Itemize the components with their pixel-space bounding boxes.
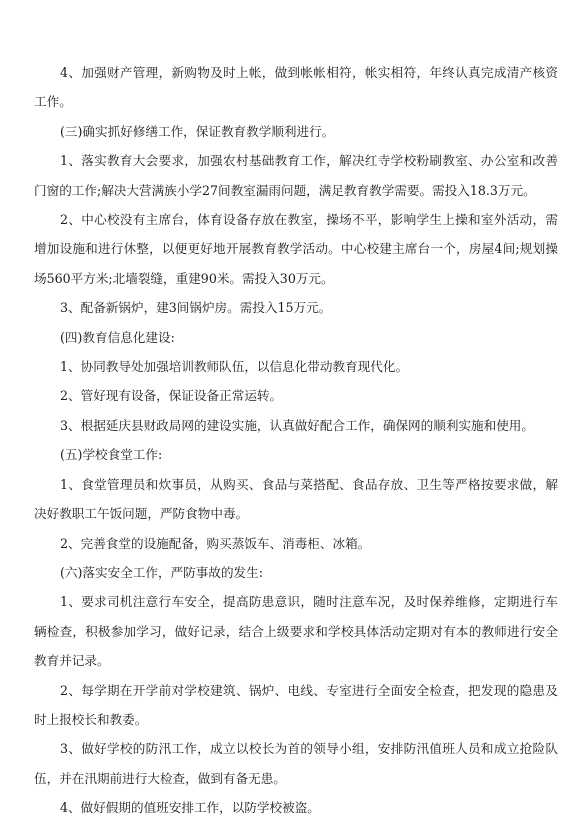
paragraph-safety-item-4: 4、做好假期的值班安排工作，以防学校被盗。	[60, 800, 320, 816]
paragraph-repairs-item-1: 1、落实教育大会要求，加强农村基础教育工作，解决红寺学校粉刷教室、办公室和改善门窗的工作;解决大营满族小学27间教室漏雨问题，满足教育教学需要。需投入18.3万元。	[34, 153, 558, 198]
section-heading-informatization: (四)教育信息化建设:	[60, 329, 175, 345]
section-heading-safety: (六)落实安全工作，严防事故的发生:	[60, 564, 263, 580]
section-heading-canteen: (五)学校食堂工作:	[60, 447, 163, 463]
paragraph-safety-item-1: 1、要求司机注意行车安全，提高防患意识，随时注意车况，及时保养维修，定期进行车辆检查，积极参加学习，做好记录，结合上级要求和学校具体活动定期对有本的教师进行安全教育并记录。	[34, 594, 558, 669]
paragraph-finance-item-4: 4、加强财产管理，新购物及时上帐，做到帐帐相符，帐实相符，年终认真完成清产核资工作。	[34, 65, 558, 110]
paragraph-informatization-item-1: 1、协同教导处加强培训教师队伍，以信息化带动教育现代化。	[60, 359, 409, 375]
paragraph-repairs-item-3: 3、配备新锅炉，建3间锅炉房。需投入15万元。	[60, 300, 332, 316]
paragraph-canteen-item-2: 2、完善食堂的设施配备，购买蒸饭车、消毒柜、冰箱。	[60, 535, 371, 551]
paragraph-safety-item-2: 2、每学期在开学前对学校建筑、锅炉、电线、专室进行全面安全检查，把发现的隐患及时上报校长和教委。	[34, 682, 558, 727]
paragraph-safety-item-3: 3、做好学校的防汛工作，成立以校长为首的领导小组，安排防汛值班人员和成立抢险队伍，并在汛期前进行大检查，做到有备无患。	[34, 741, 558, 786]
section-heading-repairs: (三)确实抓好修缮工作，保证教育教学顺利进行。	[60, 123, 335, 139]
paragraph-canteen-item-1: 1、食堂管理员和炊事员，从购买、食品与菜搭配、食品存放、卫生等严格按要求做，解决好教职工午饭问题，严防食物中毒。	[34, 476, 558, 522]
paragraph-repairs-item-2: 2、中心校没有主席台，体育设备存放在教室，操场不平，影响学生上操和室外活动，需增加设施和进行休整，以便更好地开展教育教学活动。中心校建主席台一个，房屋4间;规划操场560平方米;北墙裂缝，重建90米。需投入30万元。	[34, 212, 558, 286]
paragraph-informatization-item-3: 3、根据延庆县财政局网的建设实施，认真做好配合工作，确保网的顺利实施和使用。	[60, 417, 534, 433]
paragraph-informatization-item-2: 2、管好现有设备，保证设备正常运转。	[60, 388, 283, 404]
